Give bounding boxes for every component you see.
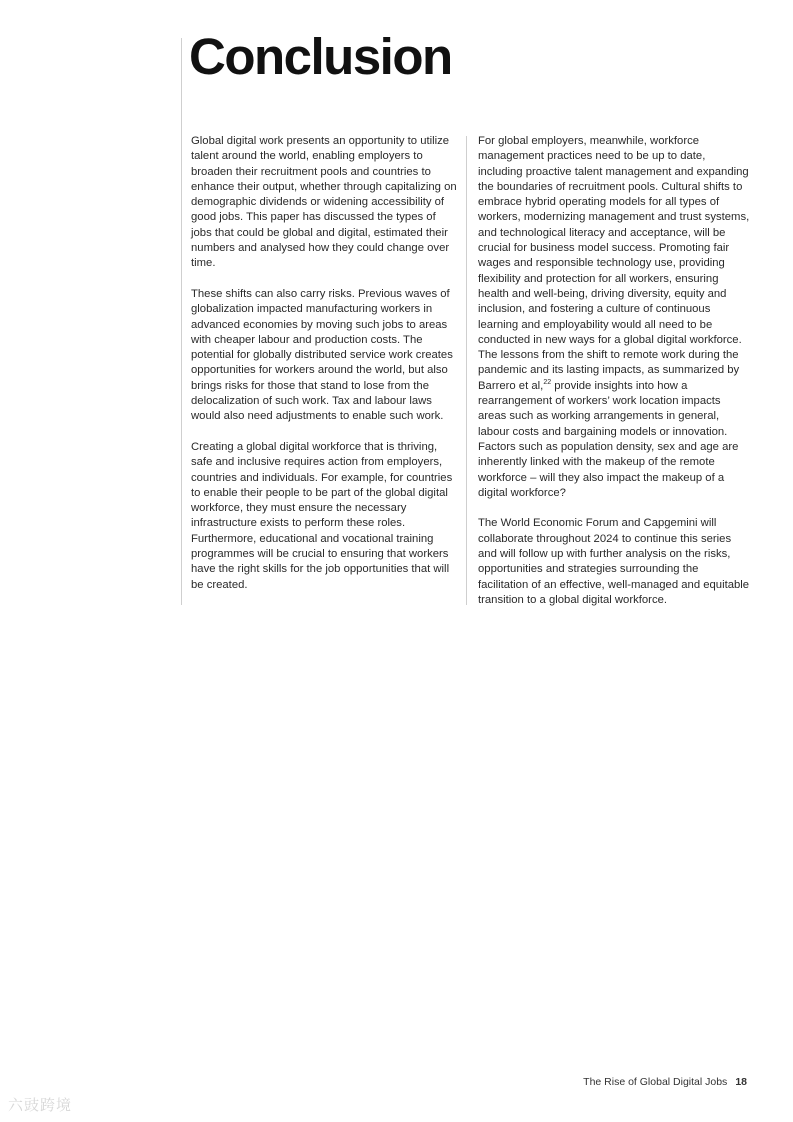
left-column <box>191 134 459 608</box>
footnote-reference[interactable]: 22 <box>543 378 552 386</box>
paragraph-text: For global employers, meanwhile, workforce management practices need to be up to date, including proactive talent management and expanding the boundaries of recruitment pools. Cultural shifts to embrace hybrid operating models for all types of workers, modernizing management and trust systems, and technological literacy and acceptance, will be crucial for business model success. Promoting fair wages and responsible technology use, providing flexibility and protection for all workers, ensuring health and well-being, driving diversity, equity and inclusion, and fostering a culture of continuous learning and employability would all need to be conducted in new ways for a global digital workforce. The lessons from the shift to remote work during the pandemic and its lasting impacts, as summarized by Barrero et al, <box>478 135 750 392</box>
paragraph: These shifts can also carry risks. Previous waves of globalization impacted manufacturing workers in advanced economies by moving such jobs to areas with cheaper labour and production costs. The potential for globally distributed service work creates opportunities for workers around the world, but also brings risks for those that stand to lose from the delocalization of such work. Tax and labour laws would also need adjustments to enable such work. <box>191 287 453 423</box>
paragraph-text: provide insights into how a rearrangement of workers’ work location impacts areas such as working arrangements in general, labour costs and bargaining models or innovation. Factors such as population density, sex and age are inherently linked with the makeup of the remote workforce – will they also impact the makeup of a digital workforce? <box>478 379 739 499</box>
column-divider <box>466 136 467 605</box>
paragraph: Creating a global digital workforce that is thriving, safe and inclusive requires action from employers, countries and individuals. For example, for countries to enable their people to be part of the global digital workforce, they must ensure the necessary infrastructure exists to perform these roles. Furthermore, educational and vocational training programmes will be crucial to ensuring that workers have the right skills for the job opportunities that will be created. <box>191 440 453 591</box>
right-column <box>478 134 750 624</box>
page-footer <box>583 1076 747 1088</box>
page-title: Conclusion <box>189 28 452 85</box>
paragraph <box>478 134 750 501</box>
paragraph: Global digital work presents an opportunity to utilize talent around the world, enabling employers to broaden their recruitment pools and countries to enhance their output, whether through capitalizing on demographic dividends or widening accessibility of good jobs. This paper has discussed the types of jobs that could be global and digital, estimated their numbers and analysed how they could change over time. <box>191 135 457 270</box>
title-vertical-rule <box>181 38 182 605</box>
report-title: The Rise of Global Digital Jobs <box>583 1076 728 1088</box>
page-number: 18 <box>735 1076 747 1088</box>
watermark: 六豉跨境 <box>8 1097 73 1114</box>
paragraph: The World Economic Forum and Capgemini will collaborate throughout 2024 to continue this series and will follow up with further analysis on the risks, opportunities and strategies surrounding the facilitation of an effective, well-managed and equitable transition to a global digital workforce. <box>478 517 750 606</box>
